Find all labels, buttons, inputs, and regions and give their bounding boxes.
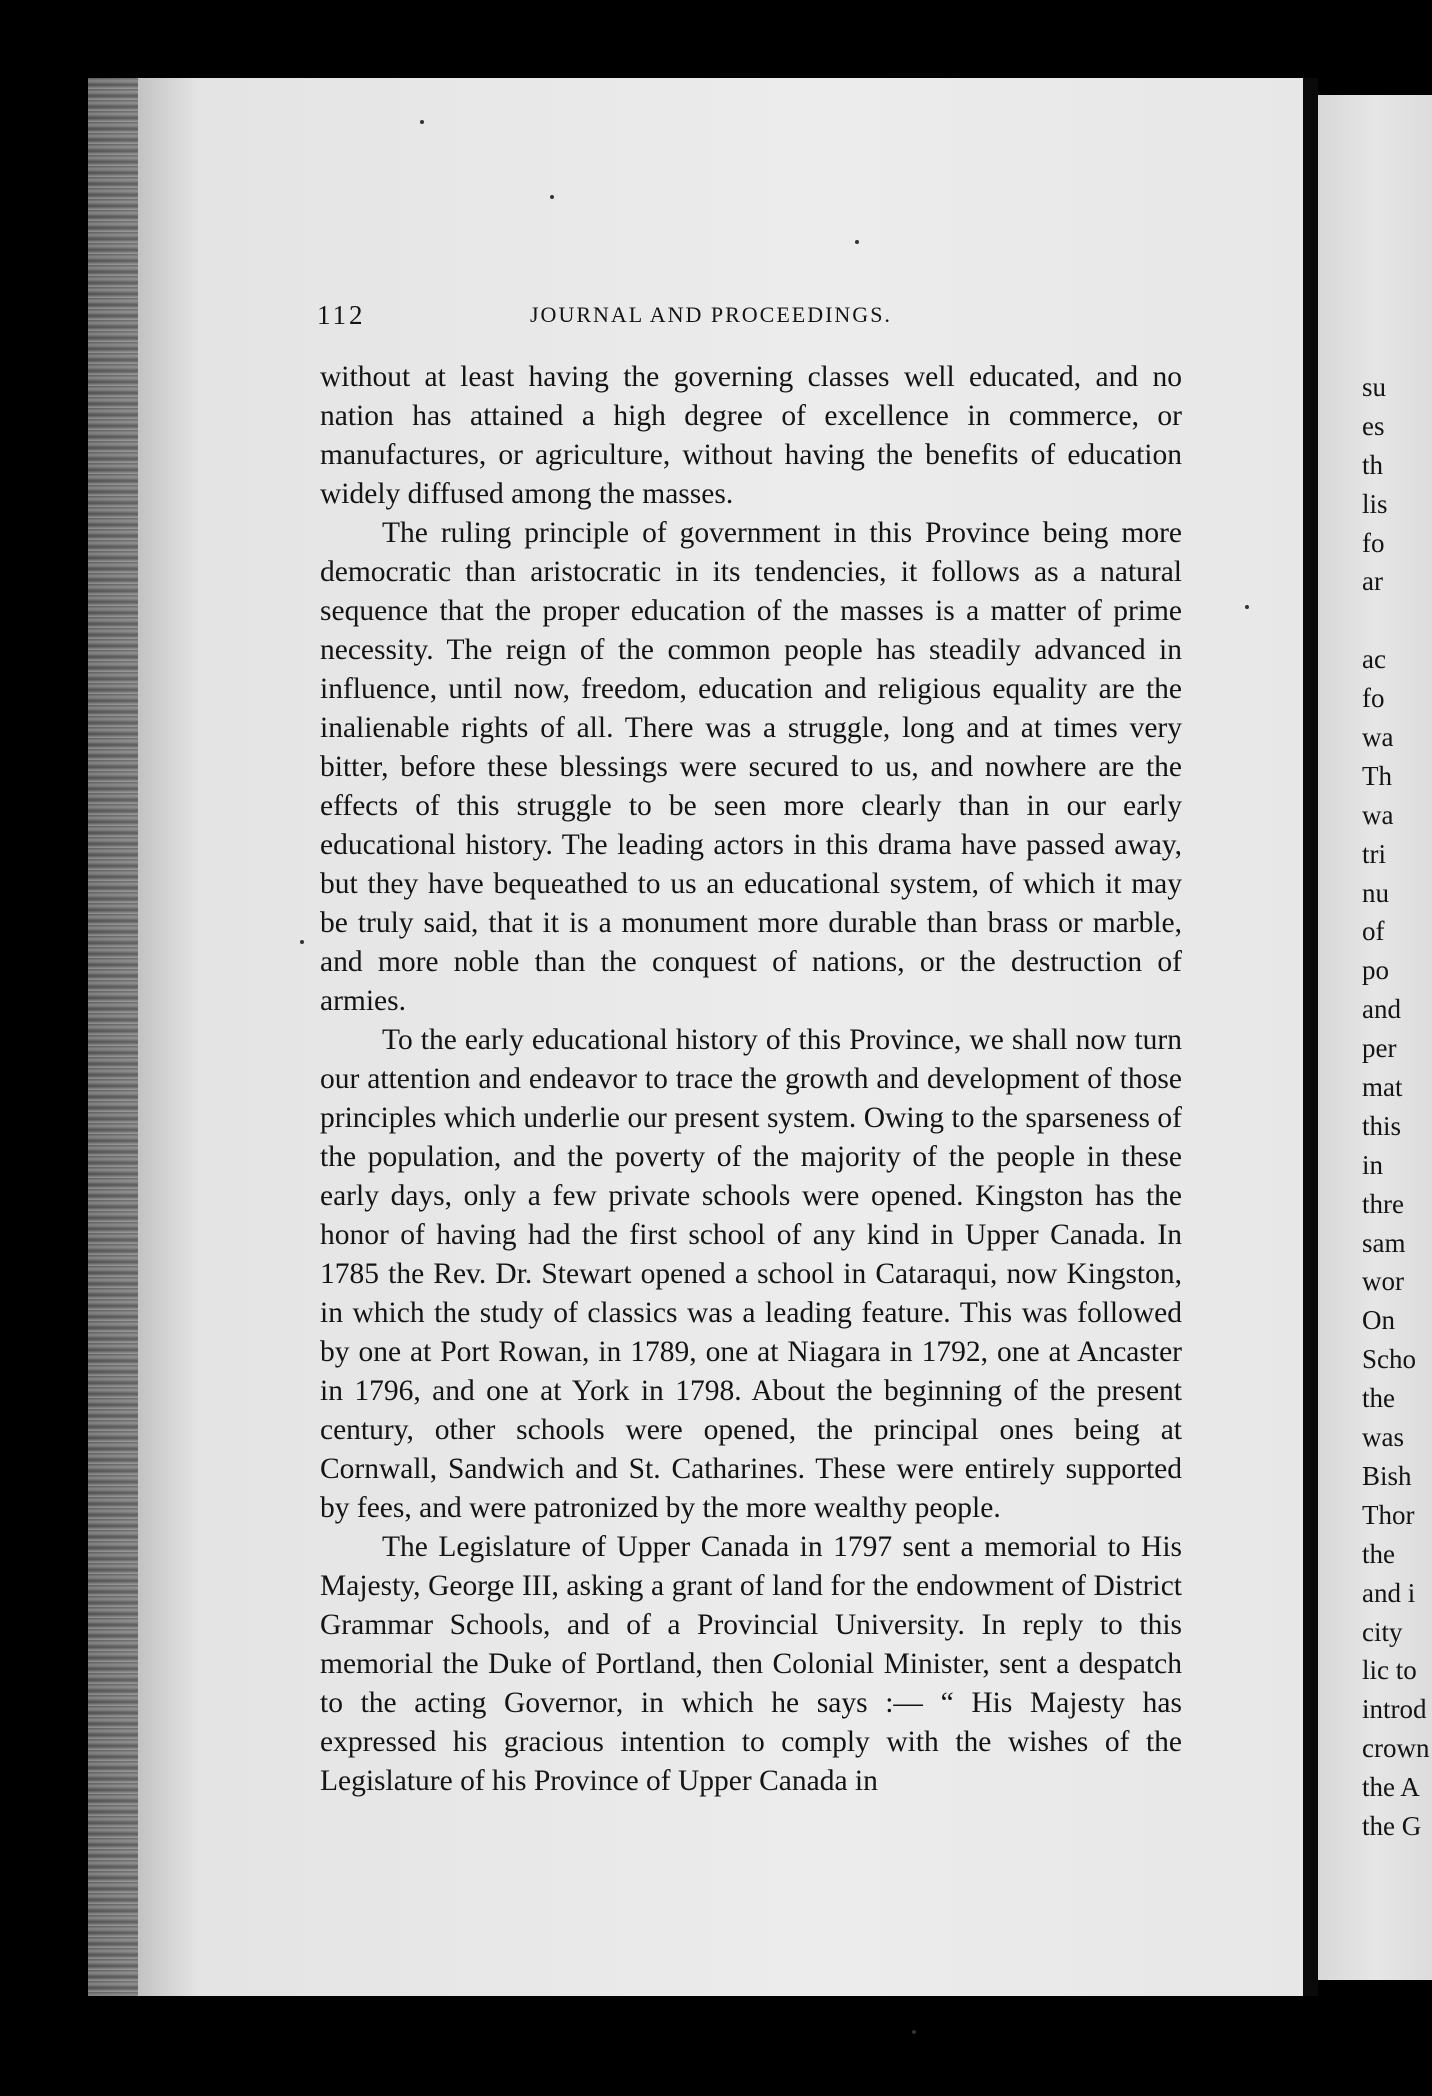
- facing-line: po: [1362, 955, 1389, 986]
- left-page-text: [317, 300, 1182, 1801]
- facing-line: On: [1362, 1305, 1395, 1336]
- facing-line: the A: [1362, 1772, 1420, 1803]
- facing-line: the: [1362, 1538, 1395, 1569]
- facing-line: nu: [1362, 877, 1389, 908]
- page-number: 112: [317, 300, 366, 330]
- facing-line: per: [1362, 1033, 1397, 1064]
- facing-line: ac: [1362, 644, 1386, 675]
- facing-page-text: [1362, 368, 1432, 1846]
- facing-line: su: [1362, 372, 1387, 402]
- scan-speck: [300, 940, 304, 944]
- scan-speck: [855, 240, 859, 244]
- running-head: [317, 300, 1182, 340]
- facing-line: wa: [1362, 722, 1394, 753]
- facing-line: Thor: [1362, 1499, 1415, 1530]
- facing-line: wor: [1362, 1266, 1404, 1297]
- facing-line: fo: [1362, 683, 1385, 714]
- facing-line: of: [1362, 916, 1385, 947]
- facing-line: es: [1362, 410, 1385, 441]
- paragraph: The ruling principle of government in this Province being more democratic than aristocratic in its tendencies, it follows as a natural sequence that the proper education of the masses is a matter of prime necessity. The reign of the common people has steadily advanced in influence, until now, freedom, education and religious equality are the inalienable rights of all. There was a struggle, long and at times very bitter, before these blessings were secured to us, and nowhere are the effects of this struggle to be seen more clearly than in our early educational history. The leading actors in this drama have passed away, but they have bequeathed to us an educational system, of which it may be truly said, that it is a monument more durable than brass or marble, and more noble than the conquest of nations, or the destruction of armies.: [320, 517, 1182, 1017]
- facing-line: Th: [1362, 760, 1392, 791]
- facing-line: was: [1362, 1422, 1404, 1453]
- paragraph: The Legislature of Upper Canada in 1797 sent a memorial to His Majesty, George III, asking a grant of land for the endowment of District Grammar Schools, and of a Provincial University. In reply to this memorial the Duke of Portland, then Colonial Minister, sent a despatch to the acting Governor, in which he says :— “ His Majesty has expressed his gracious intention to comply with the wishes of the Legislature of his Province of Upper Canada in: [320, 1531, 1182, 1797]
- facing-line: mat: [1362, 1072, 1403, 1103]
- facing-line: tri: [1362, 838, 1386, 869]
- scan-speck: [420, 120, 424, 124]
- facing-line: Scho: [1362, 1344, 1416, 1375]
- facing-line: introd: [1362, 1694, 1427, 1725]
- scan-speck: [912, 2030, 916, 2034]
- facing-line: [1362, 601, 1432, 640]
- facing-line: city: [1362, 1616, 1403, 1647]
- scan-speck: [550, 195, 554, 199]
- page-edge-shadow: [88, 78, 138, 1996]
- facing-line: ar: [1362, 566, 1383, 597]
- facing-line: this: [1362, 1110, 1402, 1141]
- facing-line: and: [1362, 994, 1401, 1025]
- facing-line: and i: [1362, 1577, 1416, 1608]
- book-gutter: [1303, 78, 1318, 1996]
- facing-line: lic to: [1362, 1655, 1417, 1686]
- running-head-title: JOURNAL AND PROCEEDINGS.: [530, 302, 892, 327]
- facing-line: the G: [1362, 1810, 1422, 1841]
- body-text: [320, 358, 1182, 1801]
- paragraph: To the early educational history of this Province, we shall now turn our attention and endeavor to trace the growth and development of those principles which underlie our present system. Owing to the sparseness of the population, and the poverty of the majority of the people in these early days, only a few private schools were opened. Kingston has the honor of having had the first school of any kind in Upper Canada. In 1785 the Rev. Dr. Stewart opened a school in Cataraqui, now Kingston, in which the study of classics was a leading feature. This was followed by one at Port Rowan, in 1789, one at Niagara in 1792, one at Ancaster in 1796, and one at York in 1798. About the beginning of the present century, other schools were opened, the principal ones being at Cornwall, Sandwich and St. Catharines. These were entirely supported by fees, and were patronized by the more wealthy people.: [320, 1024, 1182, 1524]
- facing-line: the: [1362, 1383, 1395, 1414]
- facing-line: th: [1362, 449, 1384, 480]
- facing-line: in: [1362, 1149, 1384, 1180]
- facing-line: Bish: [1362, 1460, 1412, 1491]
- scan-speck: [1245, 605, 1249, 609]
- facing-line: sam: [1362, 1227, 1406, 1258]
- facing-line: fo: [1362, 527, 1385, 558]
- paragraph: without at least having the governing classes well educated, and no nation has attained a high degree of excellence in commerce, or manufactures, or agriculture, without having the benefits of education widely diffused among the masses.: [320, 361, 1182, 510]
- facing-line: thre: [1362, 1188, 1404, 1219]
- facing-line: lis: [1362, 488, 1388, 519]
- facing-line: crown: [1362, 1733, 1430, 1764]
- facing-line: wa: [1362, 799, 1394, 830]
